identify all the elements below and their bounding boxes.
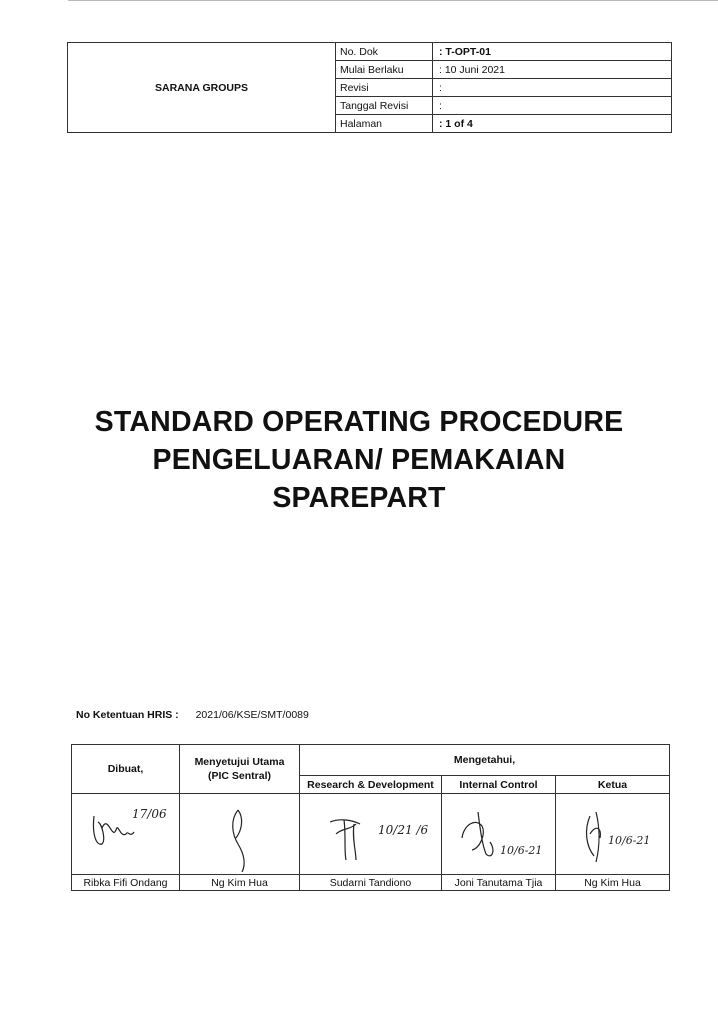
hris-reference: [76, 709, 309, 721]
role-rnd: Research & Development: [300, 776, 442, 794]
signature-internal-control: [442, 794, 555, 874]
signature-approver: [180, 794, 299, 874]
document-header-table: [67, 42, 672, 133]
acknowledged-header: Mengetahui,: [300, 745, 670, 776]
revision-value: :: [433, 79, 672, 97]
signature-date-internal-control: 10/6-21: [500, 844, 543, 857]
name-internal-control: Joni Tanutama Tjia: [442, 875, 556, 891]
doc-number-label: No. Dok: [336, 43, 433, 61]
title-line-1: STANDARD OPERATING PROCEDURE: [94, 406, 624, 438]
approval-table: [71, 744, 670, 891]
signature-ketua: [556, 794, 675, 874]
approved-by-header: [180, 745, 300, 794]
approved-by-line-2: (PIC Sentral): [207, 770, 271, 782]
revision-date-label: Tanggal Revisi: [336, 97, 433, 115]
document-title: [0, 403, 718, 517]
signature-date-ketua: 10/6-21: [608, 834, 651, 847]
name-creator: Ribka Fifi Ondang: [72, 875, 180, 891]
signature-cell-internal-control: [442, 794, 556, 875]
signature-cell-approver: [180, 794, 300, 875]
role-internal-control: Internal Control: [442, 776, 556, 794]
page-top-line: [68, 0, 718, 1]
signature-cell-ketua: [556, 794, 670, 875]
name-ketua: Ng Kim Hua: [556, 875, 670, 891]
signature-creator: [72, 794, 179, 874]
doc-number-value: : T-OPT-01: [433, 43, 672, 61]
signature-cell-rnd: [300, 794, 442, 875]
signature-date-creator: 17/06: [132, 807, 167, 821]
name-rnd: Sudarni Tandiono: [300, 875, 442, 891]
company-name: SARANA GROUPS: [68, 43, 336, 133]
page-label: Halaman: [336, 115, 433, 133]
effective-date-label: Mulai Berlaku: [336, 61, 433, 79]
hris-value: 2021/06/KSE/SMT/0089: [195, 709, 309, 721]
page-value: : 1 of 4: [433, 115, 672, 133]
hris-label: No Ketentuan HRIS :: [76, 709, 179, 721]
signature-cell-creator: [72, 794, 180, 875]
signature-rnd: [300, 794, 441, 874]
revision-date-value: :: [433, 97, 672, 115]
title-line-2: PENGELUARAN/ PEMAKAIAN: [152, 444, 566, 476]
signature-date-rnd: 10/21 /6: [378, 823, 429, 837]
role-ketua: Ketua: [556, 776, 670, 794]
title-line-3: SPAREPART: [272, 482, 446, 514]
approved-by-line-1: Menyetujui Utama: [194, 756, 285, 768]
effective-date-value: : 10 Juni 2021: [433, 61, 672, 79]
revision-label: Revisi: [336, 79, 433, 97]
name-approver: Ng Kim Hua: [180, 875, 300, 891]
created-by-header: Dibuat,: [72, 745, 180, 794]
